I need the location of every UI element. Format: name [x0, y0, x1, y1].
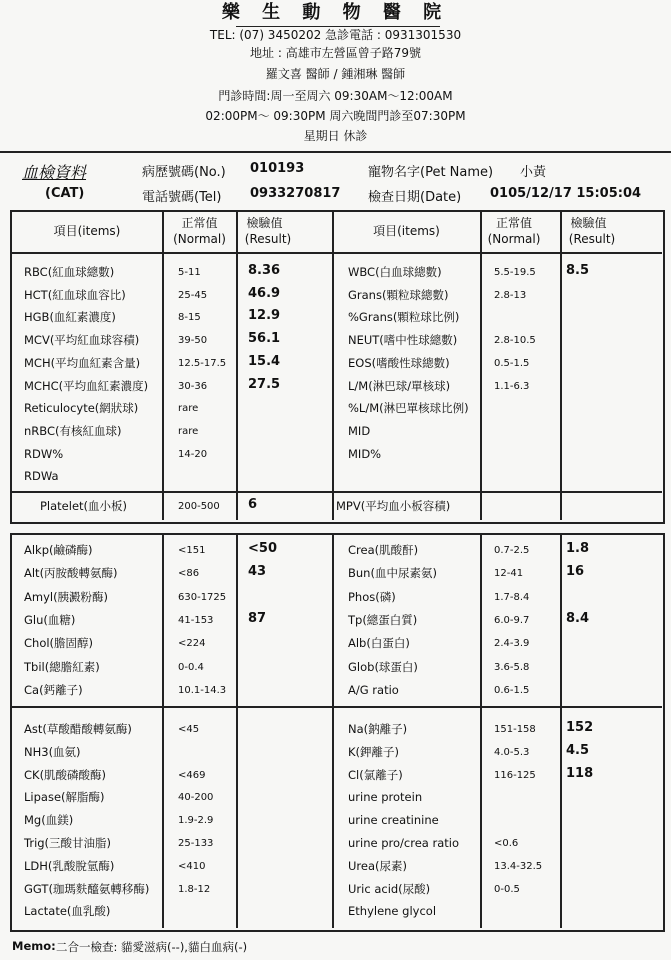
clinic-phone: TEL: (07) 3450202 急診電話 : 0931301530 [209, 28, 462, 42]
test-name: urine pro/crea ratio [348, 836, 460, 850]
test-name: RDWa [24, 469, 59, 484]
test-name: RBC(紅血球總數) [24, 265, 115, 279]
normal-range: <86 [178, 568, 200, 580]
normal-range: 0.6-1.5 [494, 684, 530, 696]
record-no-label: 病歷號碼(No.) [142, 165, 226, 180]
clinic-hours-1: 門診時間:周一至周六 09:30AM～12:00AM [218, 89, 453, 103]
result-value: 152 [566, 720, 594, 735]
test-name: MID [348, 423, 371, 438]
normal-range: <151 [178, 545, 206, 556]
test-name: NH3(血氨) [24, 744, 81, 759]
col-normal-left: 正常值 [181, 216, 218, 230]
result-value: 1.8 [566, 541, 590, 556]
test-name: Alt(丙胺酸轉氨酶) [24, 566, 118, 581]
normal-range: 10.1-14.3 [178, 684, 227, 696]
result-value: 12.9 [248, 308, 281, 324]
test-name: Na(鈉離子) [348, 722, 408, 736]
normal-range: <410 [178, 860, 206, 872]
cbc-col-divider-2 [236, 211, 238, 520]
test-name: Cl(氯離子) [348, 767, 403, 782]
test-name: Ethylene glycol [348, 904, 437, 919]
normal-range: 25-45 [178, 289, 208, 301]
test-name: Glu(血糖) [24, 612, 76, 627]
test-name: nRBC(有核紅血球) [24, 423, 122, 438]
test-name: MPV(平均血小板容積) [336, 499, 451, 513]
test-name: Chol(膽固醇) [24, 636, 94, 651]
test-name: Amyl(胰澱粉酶) [24, 589, 109, 604]
test-name: %L/M(淋巴單核球比例) [348, 401, 469, 416]
clinic-hours-2: 02:00PM～ 09:30PM 周六晚間門診至07:30PM [205, 109, 466, 123]
result-value: 4.5 [566, 742, 590, 758]
test-name: MCV(平均紅血球容積) [24, 333, 140, 348]
chem-col-divider-4 [480, 534, 482, 928]
test-name: HGB(血紅素濃度) [24, 310, 116, 325]
col-normal-right: 正常值 [495, 216, 532, 230]
normal-range: 0.5-1.5 [494, 357, 530, 369]
test-name: urine protein [348, 790, 423, 805]
clinic-address: 地址 : 高雄市左營區曾子路79號 [250, 46, 421, 60]
test-name: LDH(乳酸脫氫酶) [24, 858, 115, 873]
normal-range: 6.0-9.7 [494, 614, 530, 626]
test-name: Tbil(總膽紅素) [24, 659, 100, 674]
test-name: Ast(草酸醋酸轉氨酶) [24, 722, 132, 736]
result-value: 16 [566, 564, 585, 580]
normal-range: rare [178, 403, 199, 415]
test-name: Platelet(血小板) [40, 499, 128, 513]
header-divider [0, 151, 671, 153]
col-result-left: 檢驗值 [246, 216, 283, 230]
normal-range: 30-36 [178, 380, 208, 392]
clinic-doctors: 羅文喜 醫師 / 鍾湘琳 醫師 [265, 67, 406, 81]
test-name: Glob(球蛋白) [348, 659, 418, 674]
result-value: <50 [248, 541, 277, 556]
normal-range: 1.7-8.4 [494, 591, 530, 603]
result-value: 46.9 [248, 285, 281, 301]
col-normal-right-en: (Normal) [487, 232, 541, 246]
col-result-right: 檢驗值 [570, 216, 607, 230]
test-name: K(鉀離子) [348, 744, 400, 759]
col-result-left-en: (Result) [244, 232, 292, 246]
date-label: 檢查日期(Date) [368, 190, 462, 205]
normal-range: 41-153 [178, 614, 214, 626]
pet-name: 小黃 [520, 165, 547, 180]
normal-range: 5.5-19.5 [494, 267, 536, 278]
species: (CAT) [45, 186, 85, 201]
normal-range: 630-1725 [178, 591, 227, 603]
normal-range: 0.7-2.5 [494, 545, 530, 556]
cbc-platelet-rule [11, 491, 662, 493]
test-name: GGT(珈瑪麩醯氨轉移酶) [24, 881, 150, 896]
test-name: Reticulocyte(網狀球) [24, 401, 139, 416]
normal-range: 2.4-3.9 [494, 638, 530, 650]
normal-range: <45 [178, 724, 200, 735]
result-value: 6 [248, 497, 258, 512]
result-value: 118 [566, 765, 594, 781]
phone-label: 電話號碼(Tel) [142, 190, 222, 205]
result-value: 8.5 [566, 263, 590, 278]
memo-text: 二合一檢查: 貓愛滋病(--),貓白血病(-) [56, 940, 248, 954]
cbc-header-rule [11, 252, 662, 254]
normal-range: 8-15 [178, 312, 201, 324]
normal-range: 200-500 [178, 501, 220, 512]
result-value: 8.36 [248, 263, 281, 278]
normal-range: rare [178, 425, 199, 437]
test-name: Phos(磷) [348, 589, 396, 604]
normal-range: 116-125 [494, 769, 536, 781]
result-value: 27.5 [248, 376, 281, 392]
normal-range: 12.5-17.5 [178, 357, 227, 369]
test-name: Urea(尿素) [348, 858, 407, 873]
test-name: Alkp(鹼磷酶) [24, 543, 93, 557]
normal-range: 12-41 [494, 568, 524, 580]
chem-col-divider-5 [560, 534, 562, 928]
col-items-right: 項目(items) [373, 224, 440, 238]
exam-date: 0105/12/17 15:05:04 [490, 186, 642, 201]
test-name: Grans(顆粒球總數) [348, 287, 449, 302]
test-name: MCH(平均血紅素含量) [24, 355, 141, 370]
cbc-col-divider-1 [162, 211, 164, 520]
test-name: HCT(紅血球血容比) [24, 287, 126, 302]
clinic-name-underline [236, 26, 440, 27]
clinic-hours-3: 星期日 休診 [303, 129, 368, 143]
test-name: EOS(嗜酸性球總數) [348, 355, 450, 370]
test-name: Lactate(血乳酸) [24, 904, 111, 919]
record-no: 010193 [250, 161, 305, 176]
normal-range: 1.9-2.9 [178, 815, 214, 827]
test-name: Ca(鈣離子) [24, 682, 83, 697]
test-name: Mg(血鎂) [24, 813, 74, 828]
result-value: 8.4 [566, 610, 590, 626]
test-name: NEUT(嗜中性球總數) [348, 333, 458, 348]
normal-range: <224 [178, 638, 206, 650]
test-name: urine creatinine [348, 813, 439, 828]
normal-range: 151-158 [494, 724, 536, 735]
test-name: RDW% [24, 446, 64, 461]
normal-range: 0-0.5 [494, 883, 520, 895]
cbc-col-divider-3 [332, 211, 334, 520]
test-name: %Grans(顆粒球比例) [348, 310, 460, 325]
normal-range: 40-200 [178, 792, 214, 804]
normal-range: 0-0.4 [178, 661, 204, 673]
result-value: 43 [248, 564, 267, 580]
clinic-name: 樂 生 動 物 醫 院 [221, 2, 450, 23]
test-name: Bun(血中尿素氨) [348, 566, 437, 581]
normal-range: 14-20 [178, 448, 208, 460]
normal-range: 1.8-12 [178, 883, 211, 895]
normal-range: 13.4-32.5 [494, 860, 543, 872]
normal-range: <469 [178, 769, 206, 781]
normal-range: 4.0-5.3 [494, 746, 530, 758]
test-name: Lipase(解脂酶) [24, 790, 105, 805]
test-name: Alb(白蛋白) [348, 636, 410, 651]
test-name: Trig(三酸甘油脂) [24, 836, 112, 850]
report-title: 血檢資料 [22, 163, 87, 182]
normal-range: 3.6-5.8 [494, 661, 530, 673]
normal-range: 39-50 [178, 335, 208, 347]
test-name: WBC(白血球總數) [348, 265, 442, 279]
normal-range: <0.6 [494, 838, 519, 849]
phone-number: 0933270817 [250, 186, 341, 201]
test-name: Tp(總蛋白質) [348, 612, 418, 627]
chem-col-divider-2 [236, 534, 238, 928]
test-name: Crea(肌酸酐) [348, 543, 419, 557]
result-value: 15.4 [248, 353, 281, 369]
chem-col-divider-3 [332, 534, 334, 928]
test-name: MID% [348, 446, 382, 461]
result-value: 56.1 [248, 331, 281, 347]
cbc-col-divider-4 [480, 211, 482, 520]
normal-range: 1.1-6.3 [494, 380, 530, 392]
test-name: CK(肌酸磷酸酶) [24, 767, 107, 782]
normal-range: 5-11 [178, 267, 201, 278]
normal-range: 25-133 [178, 838, 214, 849]
test-name: L/M(淋巴球/單核球) [348, 378, 451, 393]
pet-name-label: 寵物名字(Pet Name) [368, 165, 494, 180]
chem-section-rule [11, 706, 662, 708]
result-value: 87 [248, 610, 267, 626]
chem-col-divider-1 [162, 534, 164, 928]
col-items-left: 項目(items) [53, 224, 121, 238]
test-name: Uric acid(尿酸) [348, 881, 431, 896]
col-result-right-en: (Result) [568, 232, 616, 246]
normal-range: 2.8-13 [494, 289, 527, 301]
test-name: A/G ratio [348, 682, 399, 697]
memo-label: Memo: [12, 939, 56, 953]
normal-range: 2.8-10.5 [494, 335, 536, 347]
col-normal-left-en: (Normal) [173, 232, 226, 246]
cbc-col-divider-5 [560, 211, 562, 520]
test-name: MCHC(平均血紅素濃度) [24, 378, 149, 393]
